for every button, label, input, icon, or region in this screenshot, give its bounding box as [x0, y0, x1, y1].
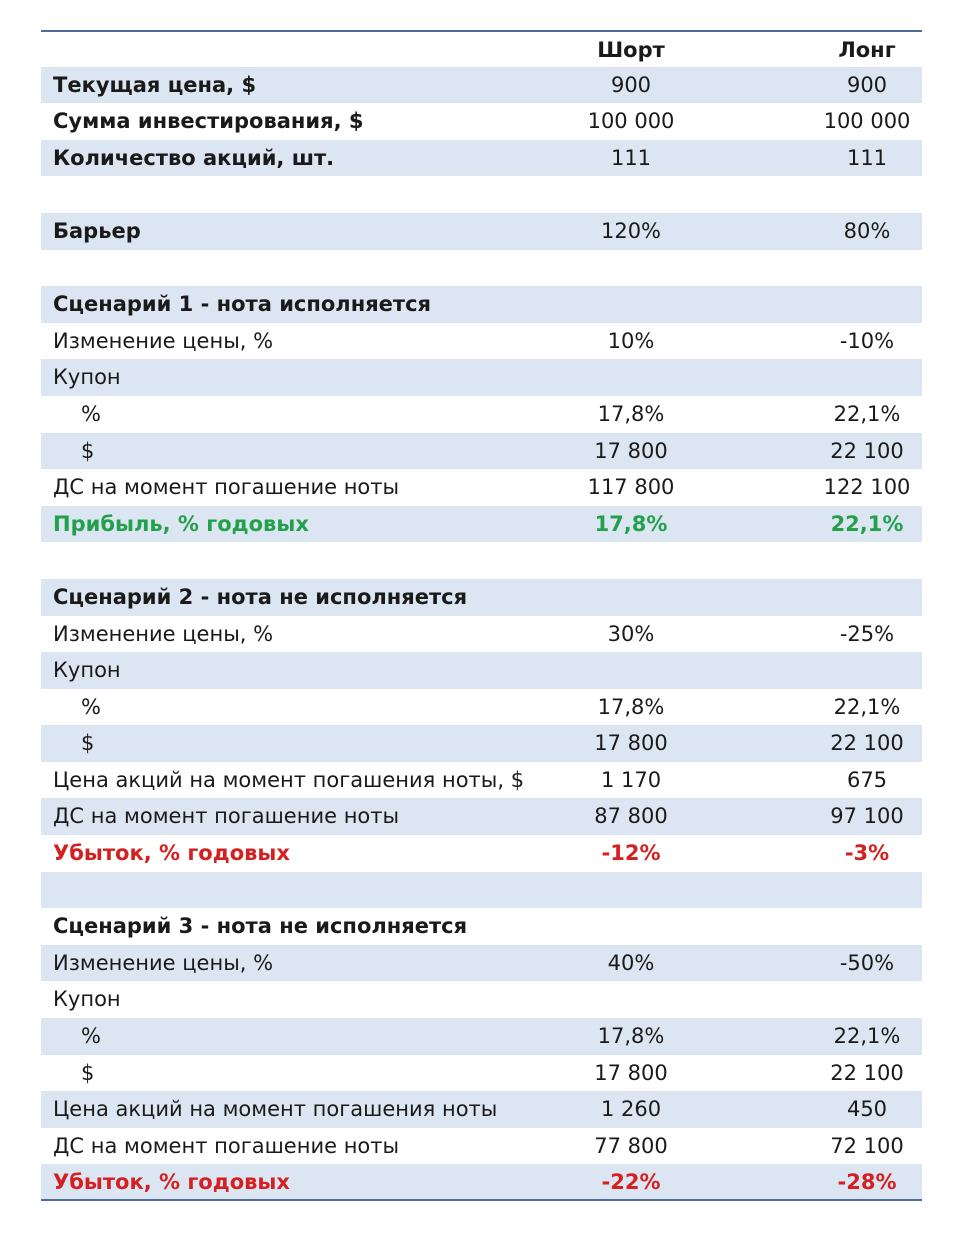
row-label: Текущая цена, $	[53, 72, 257, 97]
row-label: Сумма инвестирования, $	[53, 109, 364, 134]
long-value: 22,1%	[833, 1024, 901, 1049]
short-value: 87 800	[594, 804, 668, 829]
short-value: 40%	[607, 950, 655, 975]
long-value: 72 100	[830, 1133, 904, 1158]
header-long: Лонг	[838, 38, 896, 62]
scenario-header	[41, 286, 922, 323]
table-row	[41, 762, 922, 799]
long-value: 675	[846, 767, 888, 792]
row-label: Цена акций на момент погашения ноты	[53, 1097, 498, 1122]
table-row	[41, 1055, 922, 1092]
long-value: 80%	[843, 218, 891, 243]
long-value: 100 000	[823, 109, 911, 134]
short-value: 17,8%	[594, 511, 668, 536]
row-label: Изменение цены, %	[53, 621, 274, 646]
row-label: %	[81, 1024, 101, 1049]
scenario-header	[41, 579, 922, 616]
row-label: Сценарий 2 - нота не исполняется	[53, 584, 468, 609]
short-value: 120%	[600, 218, 662, 243]
table-row	[41, 1091, 922, 1128]
table-row	[41, 981, 922, 1018]
short-value: 1 170	[600, 767, 662, 792]
long-value: 22 100	[830, 731, 904, 756]
row-label: Сценарий 3 - нота не исполняется	[53, 914, 468, 939]
long-value: 450	[846, 1097, 888, 1122]
spacer-row	[41, 176, 922, 213]
short-value: -12%	[601, 841, 661, 866]
short-value: 1 260	[600, 1097, 662, 1122]
short-value: 17 800	[594, 438, 668, 463]
row-label: $	[81, 1060, 95, 1085]
table-row	[41, 689, 922, 726]
table-row	[41, 140, 922, 177]
short-value: 77 800	[594, 1133, 668, 1158]
short-value: 17 800	[594, 731, 668, 756]
long-value: 97 100	[830, 804, 904, 829]
profit-row	[41, 506, 922, 543]
row-label: Сценарий 1 - нота исполняется	[53, 292, 432, 317]
table-row	[41, 396, 922, 433]
table-row	[41, 433, 922, 470]
long-value: 900	[846, 72, 888, 97]
table-row	[41, 798, 922, 835]
long-value: -25%	[839, 621, 895, 646]
comparison-table	[41, 30, 922, 1201]
loss-row	[41, 835, 922, 872]
row-label: Цена акций на момент погашения ноты, $	[53, 767, 525, 792]
short-value: 17,8%	[597, 694, 665, 719]
row-label: Изменение цены, %	[53, 950, 274, 975]
row-label: ДС на момент погашение ноты	[53, 475, 400, 500]
table-row	[41, 469, 922, 506]
table-row	[41, 1128, 922, 1165]
table-row	[41, 67, 922, 104]
short-value: 111	[610, 145, 652, 170]
row-label: ДС на момент погашение ноты	[53, 1133, 400, 1158]
long-value: -10%	[839, 328, 895, 353]
short-value: 900	[610, 72, 652, 97]
row-label: $	[81, 731, 95, 756]
header-short: Шорт	[597, 38, 665, 62]
row-label: ДС на момент погашение ноты	[53, 804, 400, 829]
spacer-row	[41, 250, 922, 287]
row-label: %	[81, 401, 101, 426]
row-label: Барьер	[53, 218, 141, 243]
row-label: Прибыль, % годовых	[53, 511, 309, 536]
table-row	[41, 616, 922, 653]
long-value: 22 100	[830, 1060, 904, 1085]
row-label: $	[81, 438, 95, 463]
long-value: 122 100	[823, 475, 911, 500]
short-value: 17 800	[594, 1060, 668, 1085]
short-value: 30%	[607, 621, 655, 646]
row-label: Количество акций, шт.	[53, 145, 335, 170]
short-value: 10%	[607, 328, 655, 353]
short-value: 100 000	[587, 109, 675, 134]
row-label: Купон	[53, 987, 121, 1012]
table-row	[41, 213, 922, 250]
row-label: %	[81, 694, 101, 719]
table-row	[41, 725, 922, 762]
long-value: -3%	[844, 841, 890, 866]
row-label: Купон	[53, 658, 121, 683]
table-row	[41, 323, 922, 360]
header-row	[41, 30, 922, 67]
short-value: 117 800	[587, 475, 675, 500]
long-value: -50%	[839, 950, 895, 975]
row-label: Убыток, % годовых	[53, 1170, 290, 1195]
row-label: Изменение цены, %	[53, 328, 274, 353]
short-value: 17,8%	[597, 1024, 665, 1049]
table-row	[41, 945, 922, 982]
short-value: 17,8%	[597, 401, 665, 426]
long-value: 111	[846, 145, 888, 170]
long-value: -28%	[837, 1170, 897, 1195]
loss-row	[41, 1164, 922, 1201]
long-value: 22 100	[830, 438, 904, 463]
long-value: 22,1%	[833, 401, 901, 426]
table-row	[41, 652, 922, 689]
short-value: -22%	[601, 1170, 661, 1195]
spacer-row	[41, 872, 922, 909]
table-row	[41, 103, 922, 140]
long-value: 22,1%	[830, 511, 904, 536]
row-label: Убыток, % годовых	[53, 841, 290, 866]
spacer-row	[41, 542, 922, 579]
long-value: 22,1%	[833, 694, 901, 719]
table-row	[41, 1018, 922, 1055]
row-label: Купон	[53, 365, 121, 390]
table-row	[41, 359, 922, 396]
scenario-header	[41, 908, 922, 945]
